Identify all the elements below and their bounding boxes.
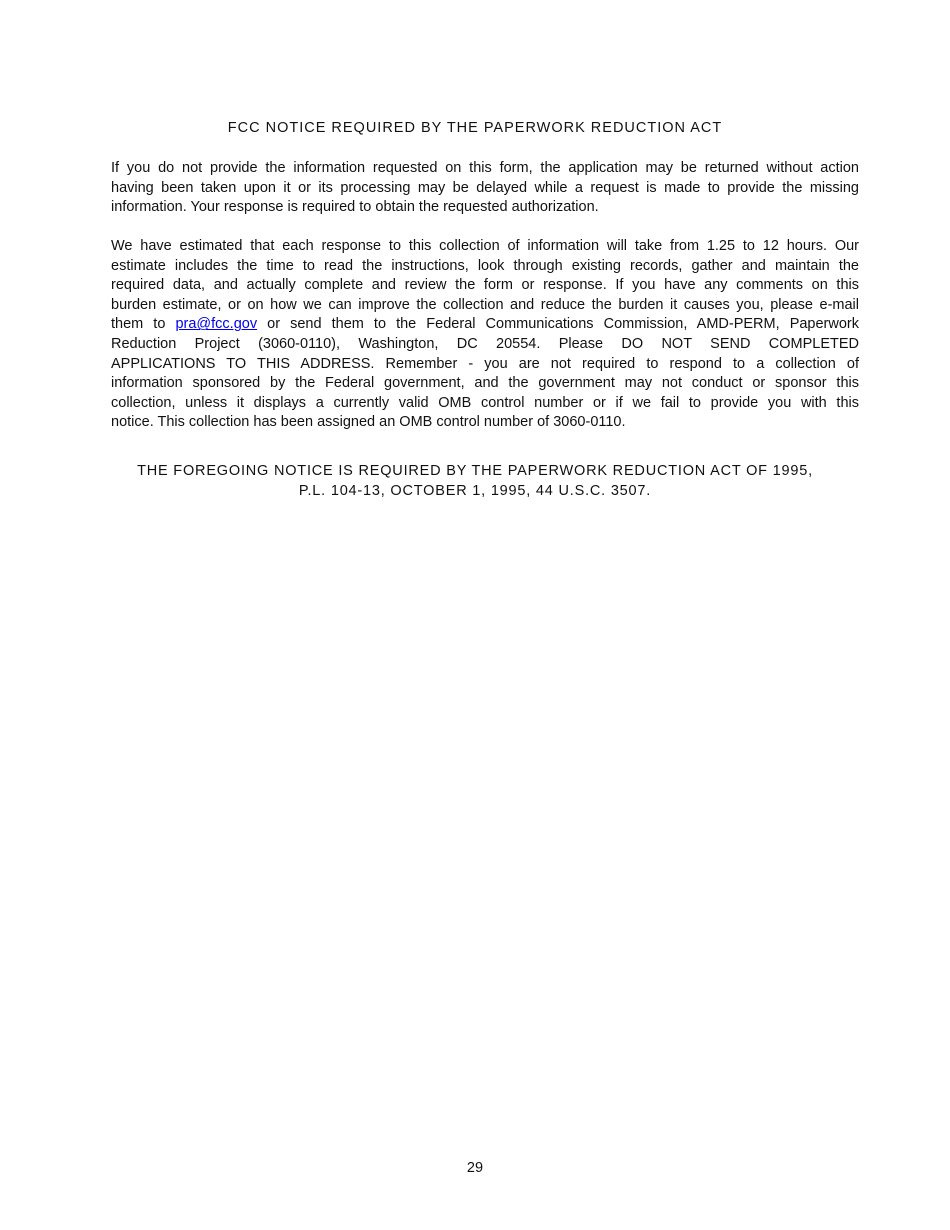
paragraph-consequences	[111, 159, 859, 218]
text-line: information. Your response is required to obtain the requested authorization.	[111, 199, 599, 216]
text-line: If you do not provide the information requested on this form, the application may be returned without action	[111, 160, 859, 176]
text-line: collection, unless it displays a currently valid OMB control number or if we fail to provide you with this	[111, 394, 859, 411]
link-prefix: them to	[111, 316, 176, 333]
text-line: having been taken upon it or its processing may be delayed while a request is made to provide the missing	[111, 179, 859, 196]
foregoing-notice	[0, 462, 950, 501]
text-line: required data, and actually complete and review the form or response. If you have any comments on this	[111, 277, 859, 294]
text-line: burden estimate, or on how we can improve the collection and reduce the burden it causes you, please e-mail	[111, 296, 859, 313]
text-line: Reduction Project (3060-0110), Washington, DC 20554. Please DO NOT SEND COMPLETED	[111, 335, 859, 352]
link-suffix: or send them to the Federal Communications Commission, AMD-PERM, Paperwork	[257, 316, 859, 333]
page-number: 29	[466, 1160, 484, 1176]
text-line-with-link	[111, 315, 859, 335]
paragraph-burden-estimate	[111, 237, 859, 433]
email-link[interactable]: pra@fcc.gov	[175, 316, 258, 333]
notice-title: FCC NOTICE REQUIRED BY THE PAPERWORK REDUCTION ACT	[227, 120, 723, 136]
text-line: APPLICATIONS TO THIS ADDRESS. Remember - you are not required to respond to a collection of	[111, 355, 859, 372]
footer-line: THE FOREGOING NOTICE IS REQUIRED BY THE PAPERWORK REDUCTION ACT OF 1995,	[137, 463, 813, 479]
text-line: We have estimated that each response to this collection of information will take from 1.25 to 12 hours. Our	[111, 238, 859, 254]
text-line: notice. This collection has been assigned an OMB control number of 3060-0110.	[111, 414, 626, 431]
footer-line: P.L. 104-13, OCTOBER 1, 1995, 44 U.S.C. 3507.	[298, 482, 652, 499]
text-line: estimate includes the time to read the instructions, look through existing records, gather and maintain the	[111, 257, 859, 274]
text-line: information sponsored by the Federal government, and the government may not conduct or sponsor this	[111, 375, 859, 392]
